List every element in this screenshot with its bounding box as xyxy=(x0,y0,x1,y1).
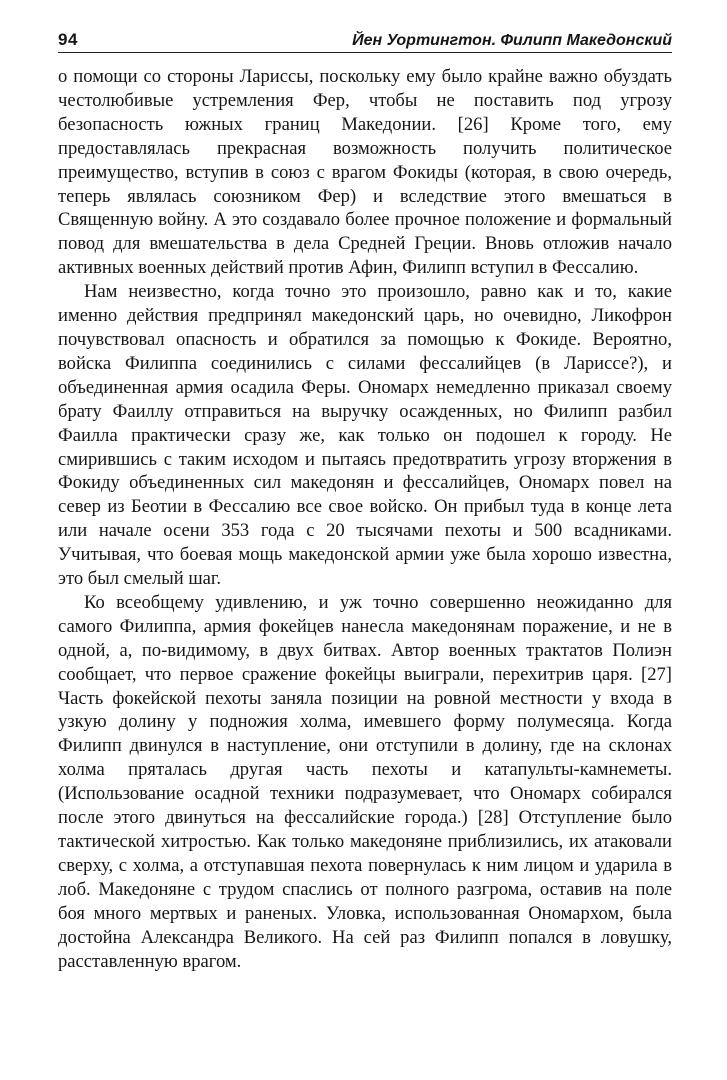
book-page xyxy=(58,22,672,973)
paragraph-3: Ко всеобщему удивлению, и уж точно совершенно неожиданно для самого Филиппа, армия фокейцев нанесла македонянам поражение, и не в одной, а, по-видимому, в двух битвах. Автор военных трактатов Полиэн сообщает, что первое сражение фокейцы выиграли, перехитрив царя. [27] Часть фокейской пехоты заняла позиции на ровной местности у входа в узкую долину у подножия холма, имевшего форму полумесяца. Когда Филипп двинулся в наступление, они отступили в долину, где на склонах холма пряталась другая часть пехоты и катапульты-камнеметы. (Использование осадной техники подразумевает, что Ономарх собирался после этого двинуться на фессалийские города.) [28] Отступление было тактической хитростью. Как только македоняне приблизились, их атаковали сверху, с холма, а отступавшая пехота повернулась к ним лицом и ударила в лоб. Македоняне с трудом спаслись от полного разгрома, оставив на поле боя много мертвых и раненых. Уловка, использованная Ономархом, была достойна Александра Великого. На сей раз Филипп попался в ловушку, расставленную врагом. xyxy=(58,591,672,972)
paragraph-2: Нам неизвестно, когда точно это произошло, равно как и то, какие именно действия предпринял македонский царь, но очевидно, Ликофрон почувствовал опасность и обратился за помощью к Фокиде. Вероятно, войска Филиппа соединились с силами фессалийцев (в Лариссе?), и объединенная армия осадила Феры. Ономарх немедленно приказал своему брату Фаиллу отправиться на выручку осажденных, но Филипп разбил Фаилла практически сразу же, как только он подошел к городу. Не смирившись с таким исходом и пытаясь предотвратить угрозу вторжения в Фокиду объединенных сил македонян и фессалийцев, Ономарх повел на север из Беотии в Фессалию все свое войско. Он прибыл туда в конце лета или начале осени 353 года с 20 тысячами пехоты и 500 всадниками. Учитывая, что боевая мощь македонской армии уже была хорошо известна, это был смелый шаг. xyxy=(58,281,672,590)
running-title: Йен Уортингтон. Филипп Македонский xyxy=(352,32,672,49)
page-number: 94 xyxy=(58,30,78,49)
paragraph-1: о помощи со стороны Ларисcы, поскольку ему было крайне важно обуздать честолюбивые устремления Фер, чтобы не поставить под угрозу безопасность южных границ Македонии. [26] Кроме того, ему предоставлялась прекрасная возможность получить политическое преимущество, вступив в союз с врагом Фокиды (которая, в свою очередь, теперь являлась союзником Фер) и вследствие этого вмешаться в Священную войну. А это создавало более прочное положение и формальный повод для вмешательства в дела Средней Греции. Вновь отложив начало активных военных действий против Афин, Филипп вступил в Фессалию. xyxy=(58,66,672,279)
body-text xyxy=(58,65,672,973)
running-header xyxy=(58,22,672,53)
